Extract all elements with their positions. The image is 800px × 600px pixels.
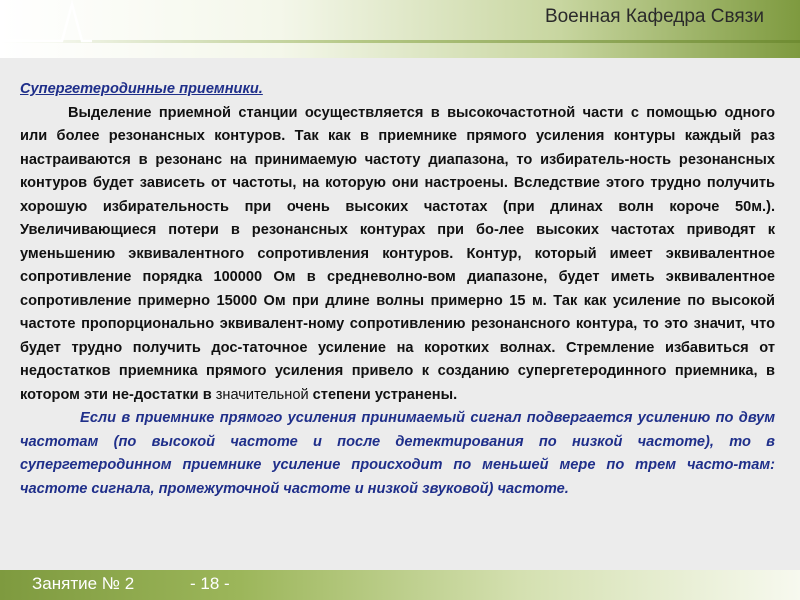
section-title: Супергетеродинные приемники. — [20, 81, 263, 97]
footer-lesson-label: Занятие № 2 — [32, 574, 135, 593]
paragraph-main-normal-word: значительной — [215, 386, 309, 403]
slide-body — [20, 78, 775, 501]
paragraph-main-ending: степени устранены. — [308, 386, 458, 403]
paragraph-highlight: Если в приемнике прямого усиления принимаемый сигнал подвергается усилению по двум частотам (по высокой частоте и после детектирования по низкой частоте), то в супергетеродинном приемнике усиление происходит по меньшей мере по трем часто-там: частоте сигнала, промежуточной частоте и низкой звуковой) частоте. — [20, 410, 775, 497]
paragraph-main — [20, 102, 775, 408]
paragraph-main-text: Выделение приемной станции осуществляется в высокочастотной части с помощью одного или более резонансных контуров. Так как в приемнике прямого усиления контуры каждый раз настраиваются в резонанс на принимаемую частоту диапазона, то избиратель-ность резонансных контуров будет зависеть от частоты, на которую они настроены. Вследствие этого трудно получить хорошую избирательность при очень высоких частотах (при длинах волн короче 50м.). Увеличивающиеся потери в резонансных контурах при бо-лее высоких частотах приводят к уменьшению эквивалентного сопротивления контуров. Контур, который имеет эквивалентное сопротивление порядка 100000 Ом в средневолно-вом диапазоне, будет иметь эквивалентное сопротивление примерно 15000 Ом при длине волны примерно 15 м. Так как усиление по высокой частоте пропорционально эквивалент-ному сопротивлению резонансного контура, то это значит, что будет трудно получить дос-таточное усиление на коротких волнах. Стремление избавиться от недостатков приемника прямого усиления привело к созданию супергетеродинного приемника, в котором эти не-достатки в — [20, 104, 775, 403]
footer-page-number: - 18 - — [190, 574, 230, 593]
header-title: Военная Кафедра Связи — [544, 6, 764, 27]
